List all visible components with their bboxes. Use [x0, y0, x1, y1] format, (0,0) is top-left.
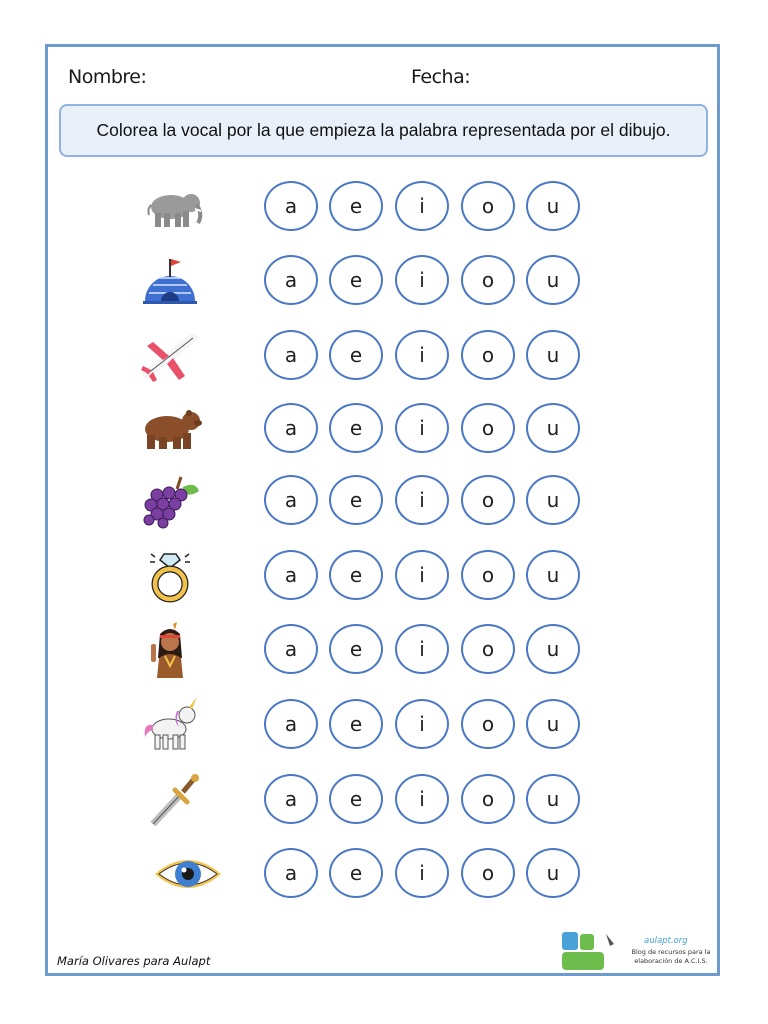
vowel-bubble-i[interactable]: i — [395, 475, 449, 525]
vowel-bubble-a[interactable]: a — [264, 774, 318, 824]
logo-url: aulapt.org — [644, 936, 688, 946]
vowel-bubble-u[interactable]: u — [526, 403, 580, 453]
vowel-bubble-e[interactable]: e — [329, 403, 383, 453]
vowel-bubble-a[interactable]: a — [264, 624, 318, 674]
vowel-bubble-e[interactable]: e — [329, 624, 383, 674]
vowel-bubble-o[interactable]: o — [461, 255, 515, 305]
vowel-bubble-a[interactable]: a — [264, 255, 318, 305]
date-label: Fecha: — [411, 66, 471, 88]
vowel-bubble-i[interactable]: i — [395, 181, 449, 231]
logo-tagline: Blog de recursos para la elaboración de A.C.I.S. — [631, 948, 711, 965]
airplane-icon — [130, 328, 210, 384]
vowel-bubble-o[interactable]: o — [461, 181, 515, 231]
vowel-bubble-u[interactable]: u — [526, 774, 580, 824]
vowel-bubble-o[interactable]: o — [461, 403, 515, 453]
vowel-bubble-i[interactable]: i — [395, 624, 449, 674]
vowel-bubble-u[interactable]: u — [526, 699, 580, 749]
vowel-bubble-u[interactable]: u — [526, 255, 580, 305]
vowel-bubble-a[interactable]: a — [264, 699, 318, 749]
name-label: Nombre: — [68, 66, 147, 88]
vowel-bubble-e[interactable]: e — [329, 848, 383, 898]
vowel-bubble-e[interactable]: e — [329, 550, 383, 600]
vowel-bubble-a[interactable]: a — [264, 181, 318, 231]
aulapt-logo — [560, 930, 720, 974]
vowel-bubble-o[interactable]: o — [461, 550, 515, 600]
vowel-bubble-a[interactable]: a — [264, 475, 318, 525]
vowel-bubble-e[interactable]: e — [329, 330, 383, 380]
vowel-bubble-e[interactable]: e — [329, 475, 383, 525]
igloo-icon — [130, 253, 210, 309]
vowel-bubble-e[interactable]: e — [329, 699, 383, 749]
vowel-bubble-i[interactable]: i — [395, 699, 449, 749]
vowel-bubble-u[interactable]: u — [526, 330, 580, 380]
vowel-bubble-a[interactable]: a — [264, 330, 318, 380]
vowel-bubble-u[interactable]: u — [526, 550, 580, 600]
vowel-bubble-a[interactable]: a — [264, 403, 318, 453]
vowel-bubble-o[interactable]: o — [461, 699, 515, 749]
vowel-bubble-o[interactable]: o — [461, 624, 515, 674]
vowel-bubble-o[interactable]: o — [461, 774, 515, 824]
instruction-box — [59, 104, 708, 157]
vowel-bubble-o[interactable]: o — [461, 475, 515, 525]
vowel-bubble-o[interactable]: o — [461, 848, 515, 898]
sword-icon — [130, 772, 210, 828]
vowel-bubble-e[interactable]: e — [329, 255, 383, 305]
vowel-bubble-e[interactable]: e — [329, 181, 383, 231]
ring-icon — [130, 548, 210, 604]
vowel-bubble-i[interactable]: i — [395, 550, 449, 600]
vowel-bubble-a[interactable]: a — [264, 848, 318, 898]
vowel-bubble-o[interactable]: o — [461, 330, 515, 380]
vowel-bubble-i[interactable]: i — [395, 330, 449, 380]
bear-icon — [130, 401, 210, 457]
vowel-bubble-i[interactable]: i — [395, 848, 449, 898]
vowel-bubble-i[interactable]: i — [395, 774, 449, 824]
aulapt-logo-mark — [560, 930, 622, 974]
vowel-bubble-u[interactable]: u — [526, 181, 580, 231]
author-credit: María Olivares para Aulapt — [57, 954, 211, 968]
unicorn-icon — [130, 697, 210, 753]
vowel-bubble-i[interactable]: i — [395, 403, 449, 453]
elephant-icon — [130, 179, 210, 235]
vowel-bubble-u[interactable]: u — [526, 624, 580, 674]
vowel-bubble-a[interactable]: a — [264, 550, 318, 600]
vowel-bubble-e[interactable]: e — [329, 774, 383, 824]
grapes-icon — [130, 473, 210, 529]
vowel-bubble-u[interactable]: u — [526, 475, 580, 525]
vowel-bubble-u[interactable]: u — [526, 848, 580, 898]
vowel-bubble-i[interactable]: i — [395, 255, 449, 305]
native-girl-icon — [130, 622, 210, 678]
eye-icon — [148, 846, 228, 902]
instruction-text: Colorea la vocal por la que empieza la palabra representada por el dibujo. — [96, 120, 671, 140]
